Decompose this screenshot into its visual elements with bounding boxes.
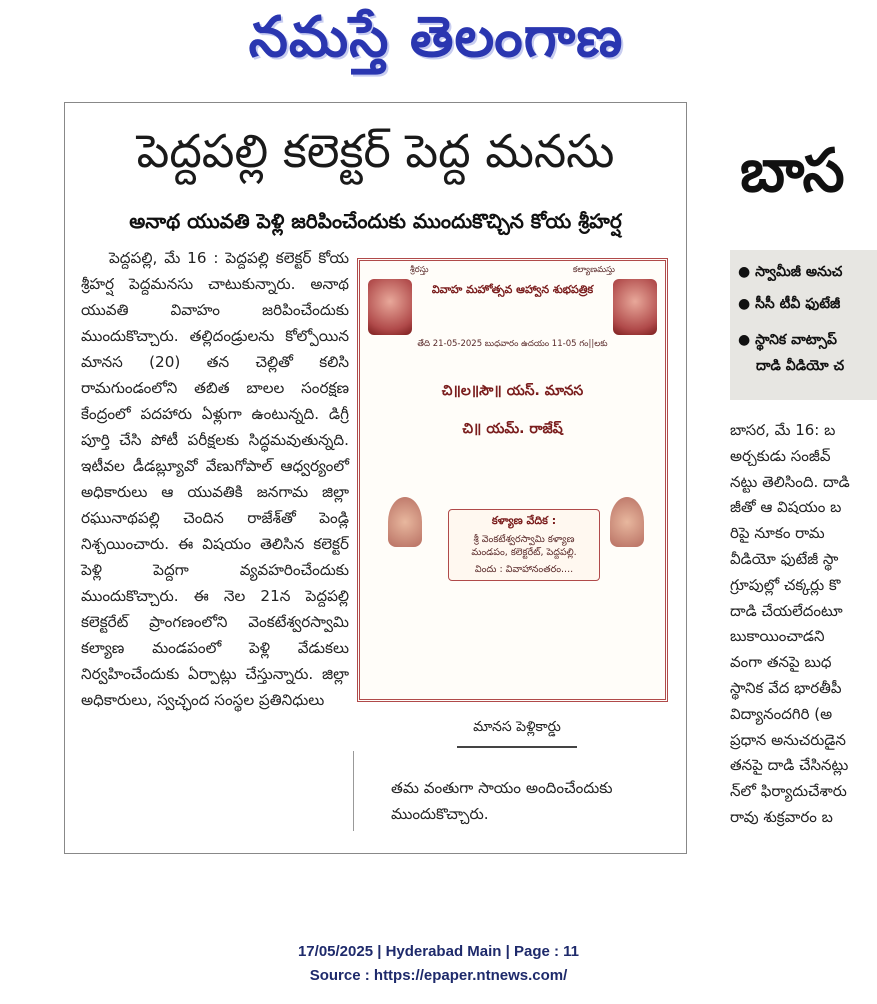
- adjacent-article-fragment: [730, 100, 877, 860]
- card-date-line: తేది 21-05-2025 బుధవారం ఉదయం 11-05 గం||లకు: [417, 339, 608, 349]
- article-column-2: తమ వంతుగా సాయం అందించేందుకు ముందుకొచ్చారు.: [391, 779, 613, 823]
- adjacent-line: విద్యానందగిరి (అ: [730, 704, 833, 723]
- adjacent-line: స్థానిక వేద భారతీపీ: [730, 678, 842, 697]
- card-venue-box: [448, 509, 600, 581]
- adjacent-body: [730, 418, 877, 831]
- adjacent-line: బాసర, మే 16: బ: [730, 421, 836, 439]
- card-top-left: శ్రీరస్తు: [410, 265, 429, 275]
- card-groom: [360, 421, 665, 440]
- bride-groom-illustration-right: [610, 497, 644, 547]
- adjacent-line: న్‌లో ఫిర్యాదుచేశారు: [730, 782, 847, 801]
- card-venue: శ్రీ వెంకటేశ్వరస్వామి కళ్యాణ మండపం, కలెక్టరేట్, పెద్దపల్లి.: [471, 534, 577, 558]
- article-subhead: అనాథ యువతి పెళ్లి జరిపించేందుకు ముందుకొచ్చిన కోయ శ్రీహర్ష: [129, 209, 622, 233]
- column-divider: [353, 751, 354, 831]
- card-feast: విందు : వివాహానంతరం....: [474, 564, 574, 575]
- adjacent-bullet: ● సీసీ టీవీ ఫుటేజీ: [738, 296, 841, 312]
- adjacent-line: వంగా తనపై బుధ: [730, 653, 832, 672]
- adjacent-line: తనపై దాడి చేసినట్లు: [730, 756, 849, 775]
- newspaper-masthead: నమస్తే తెలంగాణ: [248, 5, 624, 70]
- adjacent-line: రిపై నూకం రామ: [730, 524, 825, 543]
- adjacent-line: ప్రధాన అనుచరుడైన: [730, 730, 846, 749]
- card-bride-name: యస్. మానస: [506, 383, 584, 399]
- image-caption: మానస పెళ్లికార్డు: [457, 719, 577, 748]
- adjacent-bullet-continuation: దాడి వీడియో చ: [756, 358, 845, 374]
- article-column-1: [81, 245, 349, 713]
- footer-source-link[interactable]: Source : https://epaper.ntnews.com/: [309, 967, 568, 984]
- adjacent-line: బుకాయించాడని: [730, 627, 825, 646]
- page-footer: [0, 940, 877, 988]
- card-venue-label: కళ్యాణ వేదిక :: [491, 514, 557, 527]
- adjacent-line: జీతో ఆ విషయం బ: [730, 498, 842, 517]
- adjacent-line: నట్టు తెలిసింది. దాడి: [730, 472, 850, 491]
- card-bride-prefix: చి॥ల॥సౌ॥: [441, 383, 502, 399]
- card-groom-name: యమ్. రాజేష్: [486, 421, 563, 437]
- card-bride: [360, 383, 665, 402]
- card-title: వివాహ మహోత్సవ ఆహ్వాన శుభపత్రిక: [431, 283, 594, 296]
- card-top-right: కల్యాణమస్తు: [572, 265, 615, 275]
- adjacent-bullet: ● స్థానిక వాట్సాప్: [738, 332, 837, 348]
- adjacent-line: వీడియో ఫుటేజీ స్థా: [730, 549, 839, 568]
- adjacent-line: గ్రూపుల్లో చక్కర్లు కొ: [730, 575, 841, 594]
- bride-groom-illustration-left: [388, 497, 422, 547]
- adjacent-headline: బాస: [740, 136, 845, 206]
- footer-date-edition: 17/05/2025 | Hyderabad Main | Page : 11: [297, 943, 580, 960]
- wedding-card-image: [357, 258, 668, 702]
- adjacent-highlights-box: [730, 250, 877, 400]
- article-clip: [64, 102, 687, 854]
- article-paragraph: పెద్దపల్లి, మే 16 : పెద్దపల్లి కలెక్టర్ కోయ శ్రీహర్ష పెద్దమనసు చాటుకున్నారు. అనాథ యువతి వివాహం జరిపించేందుకు ముందుకొచ్చారు. తల్లిదండ్రులను కోల్పోయిన మానస (20) తన చెల్లితో కలిసి రామగుండంలోని తబిత బాలల సంరక్షణ కేంద్రంలో పదహారు ఏళ్లుగా ఉంటున్నది. డిగ్రీ పూర్తి చేసి పోటీ పరీక్షలకు సిద్ధమవుతున్నది. ఇటీవల డీడబ్ల్యూవో వేణుగోపాల్ ఆధ్వర్యంలో అధికారులు ఆ యువతికి జనగామ జిల్లా రఘునాథపల్లి చెందిన రాజేశ్‌తో పెండ్లి నిశ్చయించారు. ఈ విషయం తెలిసిన కలెక్టర్ పెళ్లి పెద్దగా వ్యవహరించేందుకు ముందుకొచ్చారు. ఈ నెల 21న పెద్దపల్లి కలెక్టరేట్ ప్రాంగణంలోని వెంకటేశ్వరస్వామి కల్యాణ మండపంలో పెళ్లి వేడుకలు నిర్వహించేందుకు ఏర్పాట్లు చేస్తున్నారు. జిల్లా అధికారులు, స్వచ్ఛంద సంస్థల ప్రతినిధులు: [81, 249, 349, 709]
- adjacent-line: దాడి చేయలేదంటూ: [730, 601, 843, 620]
- adjacent-bullet: ● స్వామీజీ అనుచ: [738, 264, 843, 280]
- adjacent-line: అర్చకుడు సంజీవ్: [730, 446, 831, 465]
- adjacent-line: రావు శుక్రవారం బ: [730, 807, 833, 826]
- article-headline: పెద్దపల్లి కలెక్టర్ పెద్ద మనసు: [136, 124, 615, 178]
- card-groom-prefix: చి॥: [462, 421, 482, 437]
